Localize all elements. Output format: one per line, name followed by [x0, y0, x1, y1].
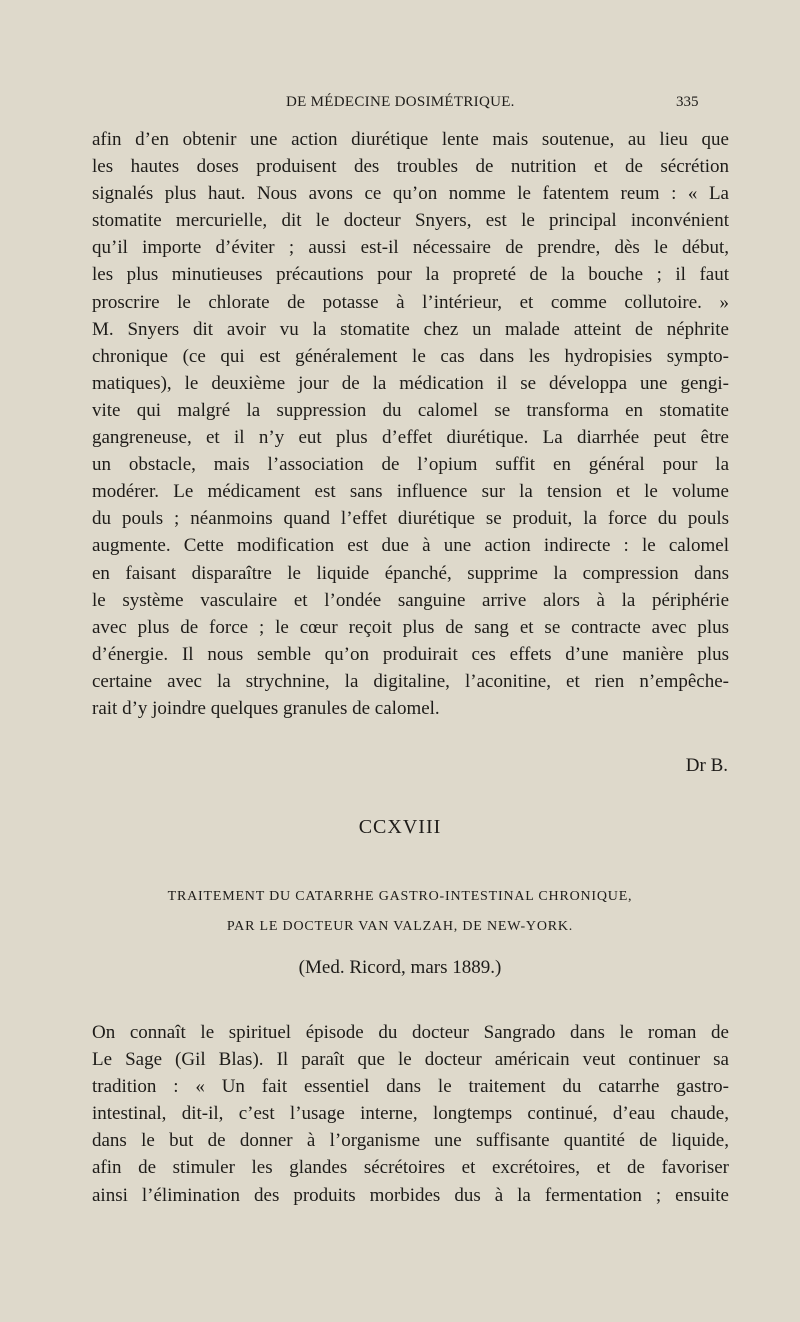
text-line: stomatite mercurielle, dit le docteur Snyers, est le principal inconvénient [92, 210, 729, 232]
section-title-line: PAR LE DOCTEUR VAN VALZAH, DE NEW-YORK. [226, 919, 574, 934]
page-number: 335 [676, 94, 699, 110]
text-line: qu’il importe d’éviter ; aussi est-il nécessaire de prendre, dès le début, [92, 237, 729, 259]
text-line: en faisant disparaître le liquide épanché, supprime la compression dans [92, 562, 729, 584]
text-line: chronique (ce qui est généralement le cas dans les hydropisies sympto- [92, 345, 729, 367]
text-line: matiques), le deuxième jour de la médication il se développa une gengi- [92, 372, 729, 394]
section-title [0, 882, 800, 942]
section-number: CCXVIII [358, 816, 442, 838]
text-line: du pouls ; néanmoins quand l’effet diurétique se produit, la force du pouls [92, 508, 729, 530]
text-line: un obstacle, mais l’association de l’opium suffit en général pour la [92, 454, 729, 476]
text-line: Le Sage (Gil Blas). Il paraît que le docteur américain veut continuer sa [92, 1049, 729, 1071]
text-line: modérer. Le médicament est sans influence sur la tension et le volume [92, 481, 729, 503]
text-line: gangreneuse, et il n’y eut plus d’effet diurétique. La diarrhée peut être [92, 427, 729, 449]
text-line: ainsi l’élimination des produits morbides dus à la fermentation ; ensuite [92, 1184, 729, 1206]
text-line: signalés plus haut. Nous avons ce qu’on nomme le fatentem reum : « La [92, 183, 729, 205]
text-line: rait d’y joindre quelques granules de calomel. [92, 697, 440, 719]
text-line: les plus minutieuses précautions pour la propreté de la bouche ; il faut [92, 264, 729, 286]
text-line: augmente. Cette modification est due à une action indirecte : le calomel [92, 535, 729, 557]
section-source: (Med. Ricord, mars 1889.) [298, 957, 502, 978]
author-signature: Dr B. [685, 755, 728, 776]
text-line: avec plus de force ; le cœur reçoit plus de sang et se contracte avec plus [92, 616, 729, 638]
text-line: afin d’en obtenir une action diurétique lente mais soutenue, au lieu que [92, 129, 729, 150]
body-paragraph-1 [92, 126, 729, 722]
text-line: intestinal, dit-il, c’est l’usage interne, longtemps continué, d’eau chaude, [92, 1103, 729, 1125]
text-line: tradition : « Un fait essentiel dans le traitement du catarrhe gastro- [92, 1076, 729, 1098]
running-head [0, 94, 800, 118]
text-line: d’énergie. Il nous semble qu’on produirait ces effets d’une manière plus [92, 643, 729, 665]
section-title-line: TRAITEMENT DU CATARRHE GASTRO-INTESTINAL CHRONIQUE, [167, 889, 633, 904]
text-line: vite qui malgré la suppression du calomel se transforma en stomatite [92, 399, 729, 421]
text-line: dans le but de donner à l’organisme une suffisante quantité de liquide, [92, 1130, 729, 1152]
text-line: certaine avec la strychnine, la digitaline, l’aconitine, et rien n’empêche- [92, 670, 729, 692]
text-line: M. Snyers dit avoir vu la stomatite chez un malade atteint de néphrite [92, 318, 729, 340]
text-line: le système vasculaire et l’ondée sanguine arrive alors à la périphérie [92, 589, 729, 611]
text-line: afin de stimuler les glandes sécrétoires et excrétoires, et de favoriser [92, 1157, 729, 1179]
text-line: proscrire le chlorate de potasse à l’intérieur, et comme collutoire. » [92, 291, 729, 313]
text-line: les hautes doses produisent des troubles de nutrition et de sécrétion [92, 156, 729, 178]
running-title: DE MÉDECINE DOSIMÉTRIQUE. [286, 94, 515, 110]
text-line: On connaît le spirituel épisode du docteur Sangrado dans le roman de [92, 1022, 729, 1043]
body-paragraph-2 [92, 1019, 729, 1209]
